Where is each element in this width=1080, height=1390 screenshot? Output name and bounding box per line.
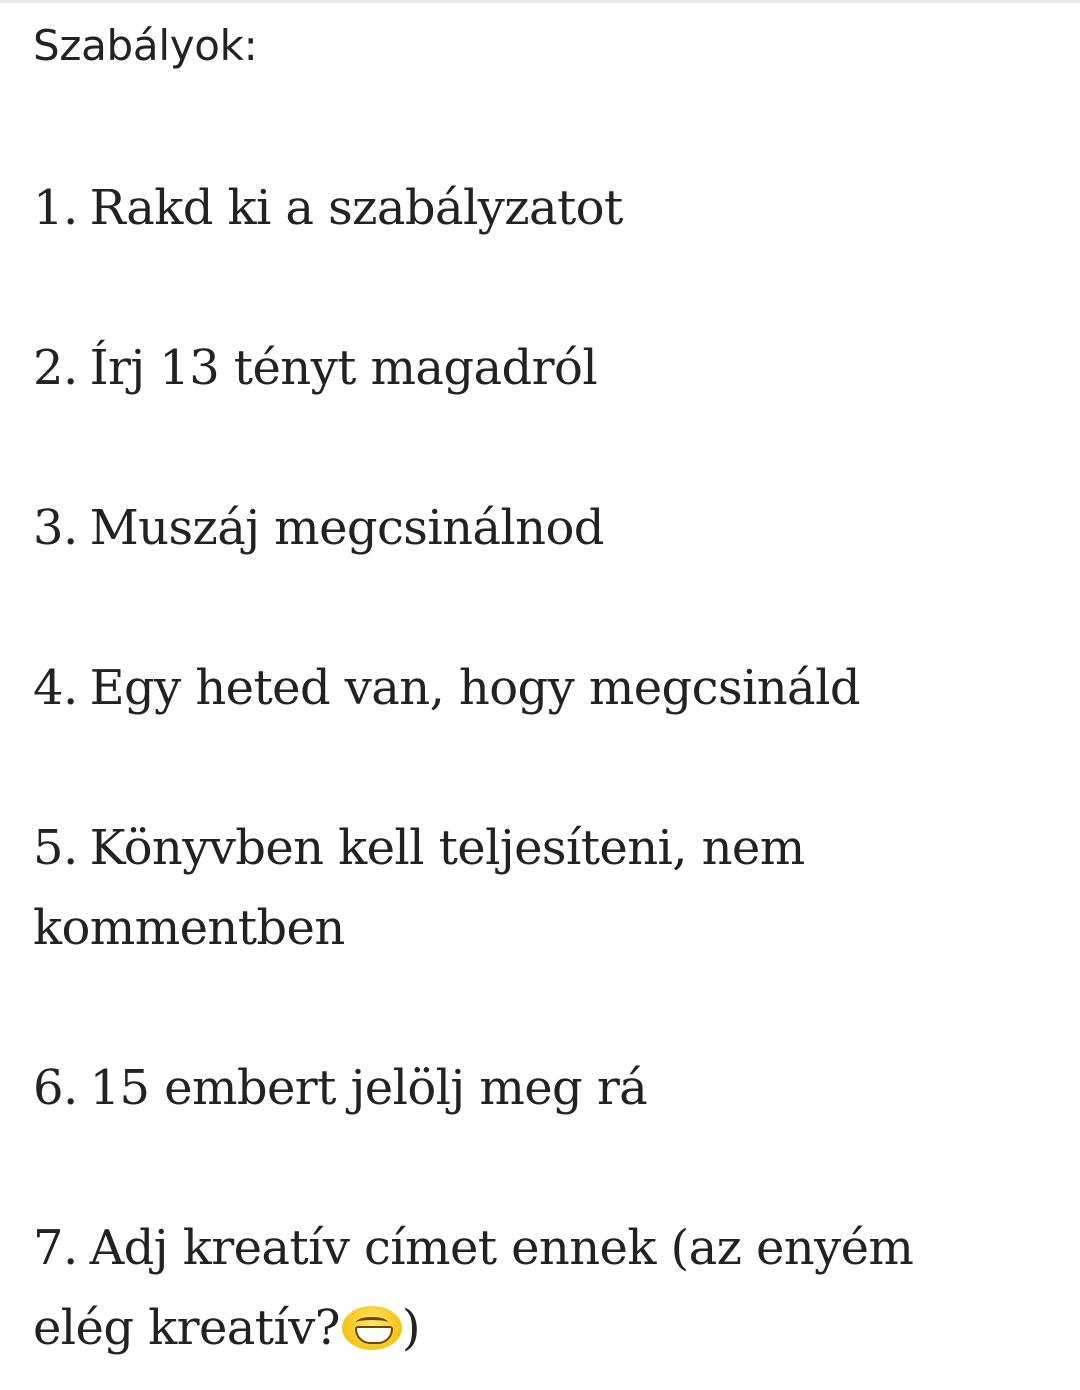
rule-text-before-emoji: elég kreatív? <box>33 1300 340 1356</box>
rule-line <box>33 808 1033 888</box>
rule-item-2 <box>33 328 1033 408</box>
rule-text: Muszáj megcsinálnod <box>89 500 604 556</box>
rule-number: 3. <box>33 500 78 556</box>
rule-text: Írj 13 tényt magadról <box>89 340 598 396</box>
rule-number: 2. <box>33 340 78 396</box>
rule-item-3 <box>33 488 1033 568</box>
rule-number: 5. <box>33 820 78 876</box>
rule-item-6 <box>33 1048 1033 1128</box>
grinning-face-emoji-icon <box>342 1306 402 1350</box>
rule-line <box>33 1208 1033 1288</box>
rule-item-4 <box>33 648 1033 728</box>
rule-text: Egy heted van, hogy megcsináld <box>89 660 860 716</box>
rule-text: 15 embert jelölj meg rá <box>89 1060 648 1116</box>
rule-text-after-emoji: ) <box>401 1300 421 1356</box>
rule-number: 7. <box>33 1220 78 1276</box>
rule-text: Rakd ki a szabályzatot <box>89 180 623 236</box>
rule-line-continued: kommentben <box>33 900 345 956</box>
top-divider <box>0 0 1080 3</box>
rule-line-continued <box>33 1288 1033 1368</box>
rule-number: 4. <box>33 660 78 716</box>
rule-number: 6. <box>33 1060 78 1116</box>
rule-text: Könyvben kell teljesíteni, nem <box>89 820 805 876</box>
rule-text: Adj kreatív címet ennek (az enyém <box>89 1220 914 1276</box>
rule-item-7 <box>33 1208 1033 1368</box>
rules-heading: Szabályok: <box>33 21 258 70</box>
rule-item-1 <box>33 168 1033 248</box>
rule-item-5 <box>33 808 1033 968</box>
rule-number: 1. <box>33 180 78 236</box>
